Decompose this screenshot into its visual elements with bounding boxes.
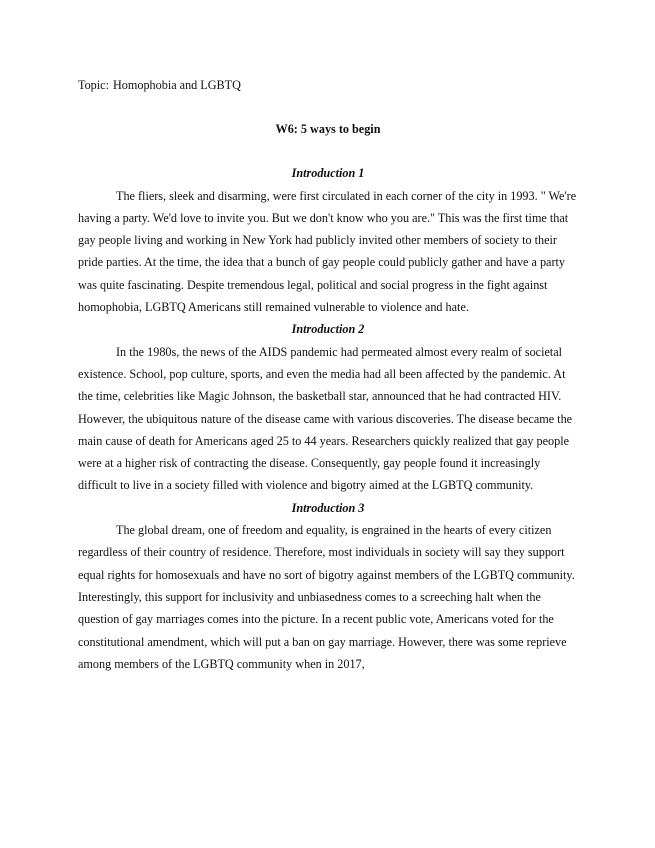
document-body	[78, 74, 578, 675]
section-heading-introduction-1: Introduction 1	[291, 166, 365, 181]
section-paragraph-introduction-2: In the 1980s, the news of the AIDS pandemic had permeated almost every realm of societal existence. School, pop culture, sports, and even the media had all been affected by the pandemic. At the time, celebrities like Magic Johnson, the basketball star, announced that he had contracted HIV. However, the ubiquitous nature of the disease came with various discoveries. The disease became the main cause of death for Americans aged 25 to 44 years. Researchers quickly realized that gay people were at a higher risk of contracting the disease. Consequently, gay people found it increasingly difficult to live in a society filled with violence and bigotry aimed at the LGBTQ community.	[78, 344, 573, 493]
section-heading-introduction-2: Introduction 2	[291, 322, 365, 337]
section-paragraph-introduction-3: The global dream, one of freedom and equality, is engrained in the hearts of every citizen regardless of their country of residence. Therefore, most individuals in society will say they support equal rights for homosexuals and have no sort of bigotry against members of the LGBTQ community. Interestingly, this support for inclusivity and unbiasedness comes to a screeching halt when the question of gay marriages comes into the picture. In a recent public vote, Americans voted for the constitutional amendment, which will put a ban on gay marriage. However, there was some reprieve among members of the LGBTQ community when in 2017,	[78, 523, 575, 671]
document-title: W6: 5 ways to begin	[275, 122, 381, 136]
topic-line	[78, 74, 578, 96]
topic-label: Topic:	[78, 78, 109, 92]
section-paragraph-introduction-1: The fliers, sleek and disarming, were first circulated in each corner of the city in 1993. " We're having a party. We'd love to invite you. But we don't know who you are." This was the first time that gay people living and working in New York had publicly invited other members of society to their pride parties. At the time, the idea that a bunch of gay people could publicly gather and have a party was quite fascinating. Despite tremendous legal, political and social progress in the fight against homophobia, LGBTQ Americans still remained vulnerable to violence and hate.	[78, 188, 577, 315]
section-heading-introduction-3: Introduction 3	[291, 500, 365, 515]
topic-value: Homophobia and LGBTQ	[112, 78, 241, 92]
